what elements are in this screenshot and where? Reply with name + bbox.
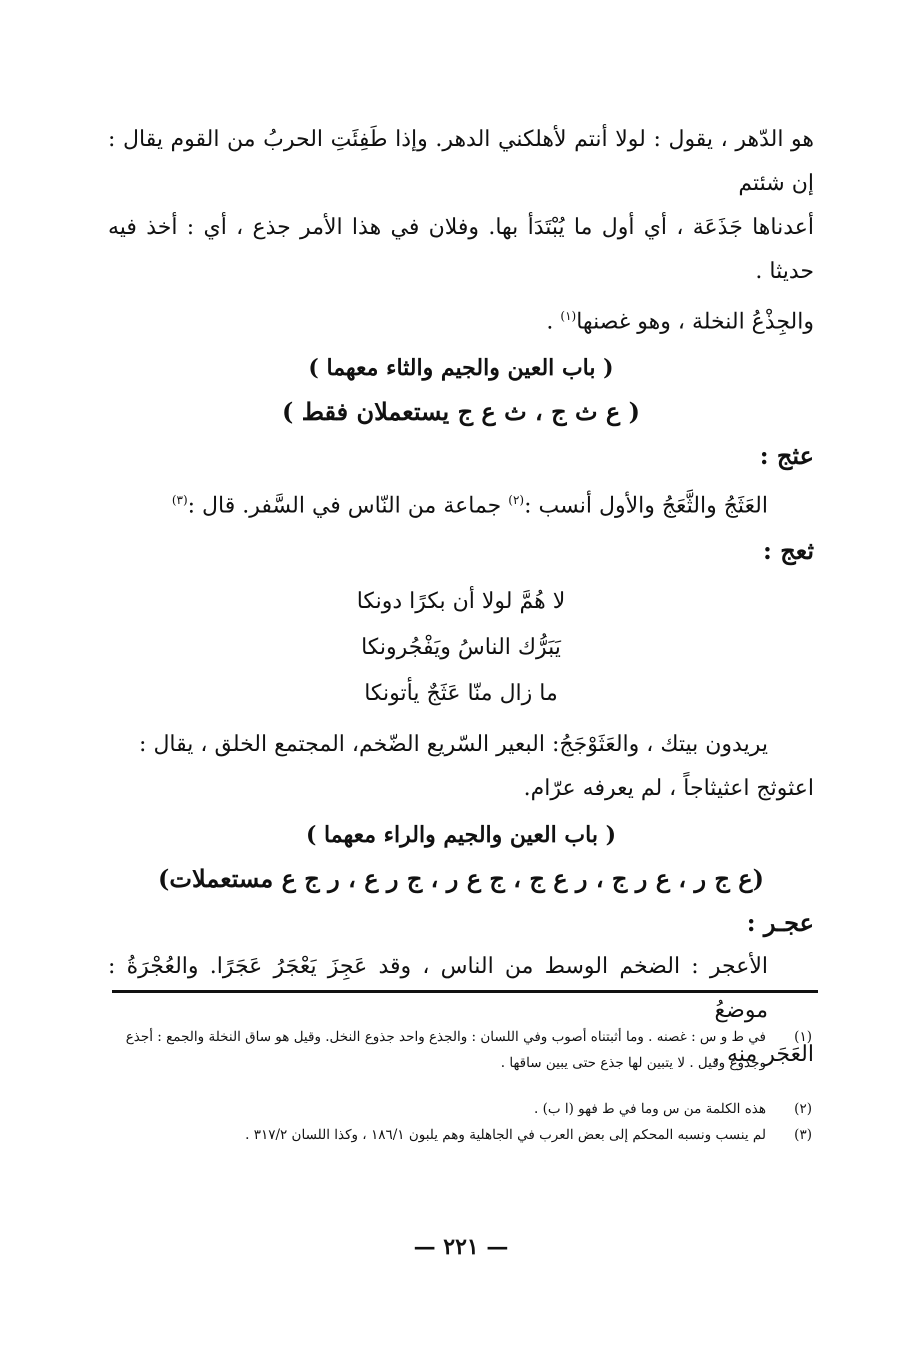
page-number: — ٢٢١ —	[413, 1234, 509, 1260]
section-heading-ayn-jim-ra: ( باب العين والجيم والراء معهما )	[305, 821, 617, 848]
section-subheading-ayn-jim-tha: ( ع ث ج ، ث ع ج يستعملان فقط )	[282, 397, 640, 427]
entry-athaj-definition	[108, 478, 814, 528]
intro-line-1: هو الدّهر ، يقول : لولا أنتم لأهلكني الدهر. وإذا طَفِئَتِ الحربُ من القوم يقال : إن شئتم	[108, 127, 814, 196]
footnote-ref-1: (١)	[560, 309, 577, 323]
footnote-3	[108, 1122, 812, 1148]
verse-line-1: لا هُمَّ لولا أن بكرًا دونكا	[356, 588, 566, 614]
footnote-2	[108, 1096, 812, 1122]
explanation-line-2: اعثوثج اعثيثاجاً ، لم يعرفه عرّام.	[523, 775, 814, 801]
footnote-text: هذه الكلمة من س وما في ط فهو (ا ب) .	[534, 1101, 766, 1117]
entry-ajar-definition-1: الأعجر : الضخم الوسط من الناس ، وقد عَجِزَ يَعْجَرُ عَجَرًا. والعُجْرَةُ : موضعُ	[108, 953, 768, 1023]
footnote-number: (٣)	[794, 1127, 812, 1143]
poetry-verses	[108, 573, 814, 723]
entry-ajar-definition-2: العَجَر منه .	[713, 1041, 814, 1067]
footnote-ref-3: (٣)	[171, 493, 188, 508]
verse-line-2: يَبَرُّك الناسُ ويَفْجُرونكا	[361, 634, 561, 660]
footnote-ref-2: (٢)	[508, 493, 525, 508]
main-text	[108, 118, 814, 1077]
section-subheading-ayn-jim-ra: (ع ج ر ، ع ر ج ، ر ع ج ، ج ع ر ، ج ر ع ، ر ج ع مستعملات)	[158, 863, 764, 893]
footnote-divider	[112, 990, 818, 993]
definition-text-b: جماعة من النّاس في السَّفر. قال :	[187, 493, 509, 519]
intro-line-2: أعدناها جَذَعَة ، أي أول ما يُبْتَدَأ بها. وفلان في هذا الأمر جذع ، أي : أخذ فيه حديثا .	[108, 215, 814, 284]
definition-text-a: العَثَجُ والثَّعَجُ والأول أنسب :	[524, 493, 768, 519]
section-heading-ayn-jim-tha: ( باب العين والجيم والثاء معهما )	[308, 355, 614, 382]
footnote-text: في ط و س : غصنه . وما أثبتناه أصوب وفي اللسان : والجذع واحد جذوع النخل. وقيل هو ساق النخلة والجمع : أجذع وجذوع وقيل . لا يتبين لها جذع حتى يبين ساقها .	[125, 1029, 766, 1071]
verse-line-3: ما زال منّا عَثَجٌ يأتونكا	[364, 680, 558, 706]
footnote-1	[108, 1024, 812, 1076]
footnotes	[108, 1024, 812, 1148]
entry-headword-thaaj: ثعج :	[763, 535, 814, 565]
footnote-number: (١)	[794, 1029, 812, 1045]
explanation-line-1: يريدون بيتك ، والعَثَوْجَجُ: البعير السّريع الضّخم، المجتمع الخلق ، يقال :	[139, 731, 768, 757]
intro-line-3	[108, 294, 814, 344]
footnote-text: لم ينسب ونسبه المحكم إلى بعض العرب في الجاهلية وهم يلبون ١٨٦/١ ، وكذا اللسان ٣١٧/٢ .	[245, 1127, 766, 1143]
entry-headword-athaj: عثج :	[759, 441, 814, 471]
intro-line-3-text: والجِذْعُ النخلة ، وهو غصنها	[576, 309, 814, 335]
intro-line-3-end: .	[546, 309, 561, 335]
footnote-number: (٢)	[794, 1101, 812, 1117]
entry-headword-ajar: عجـر :	[746, 907, 814, 937]
